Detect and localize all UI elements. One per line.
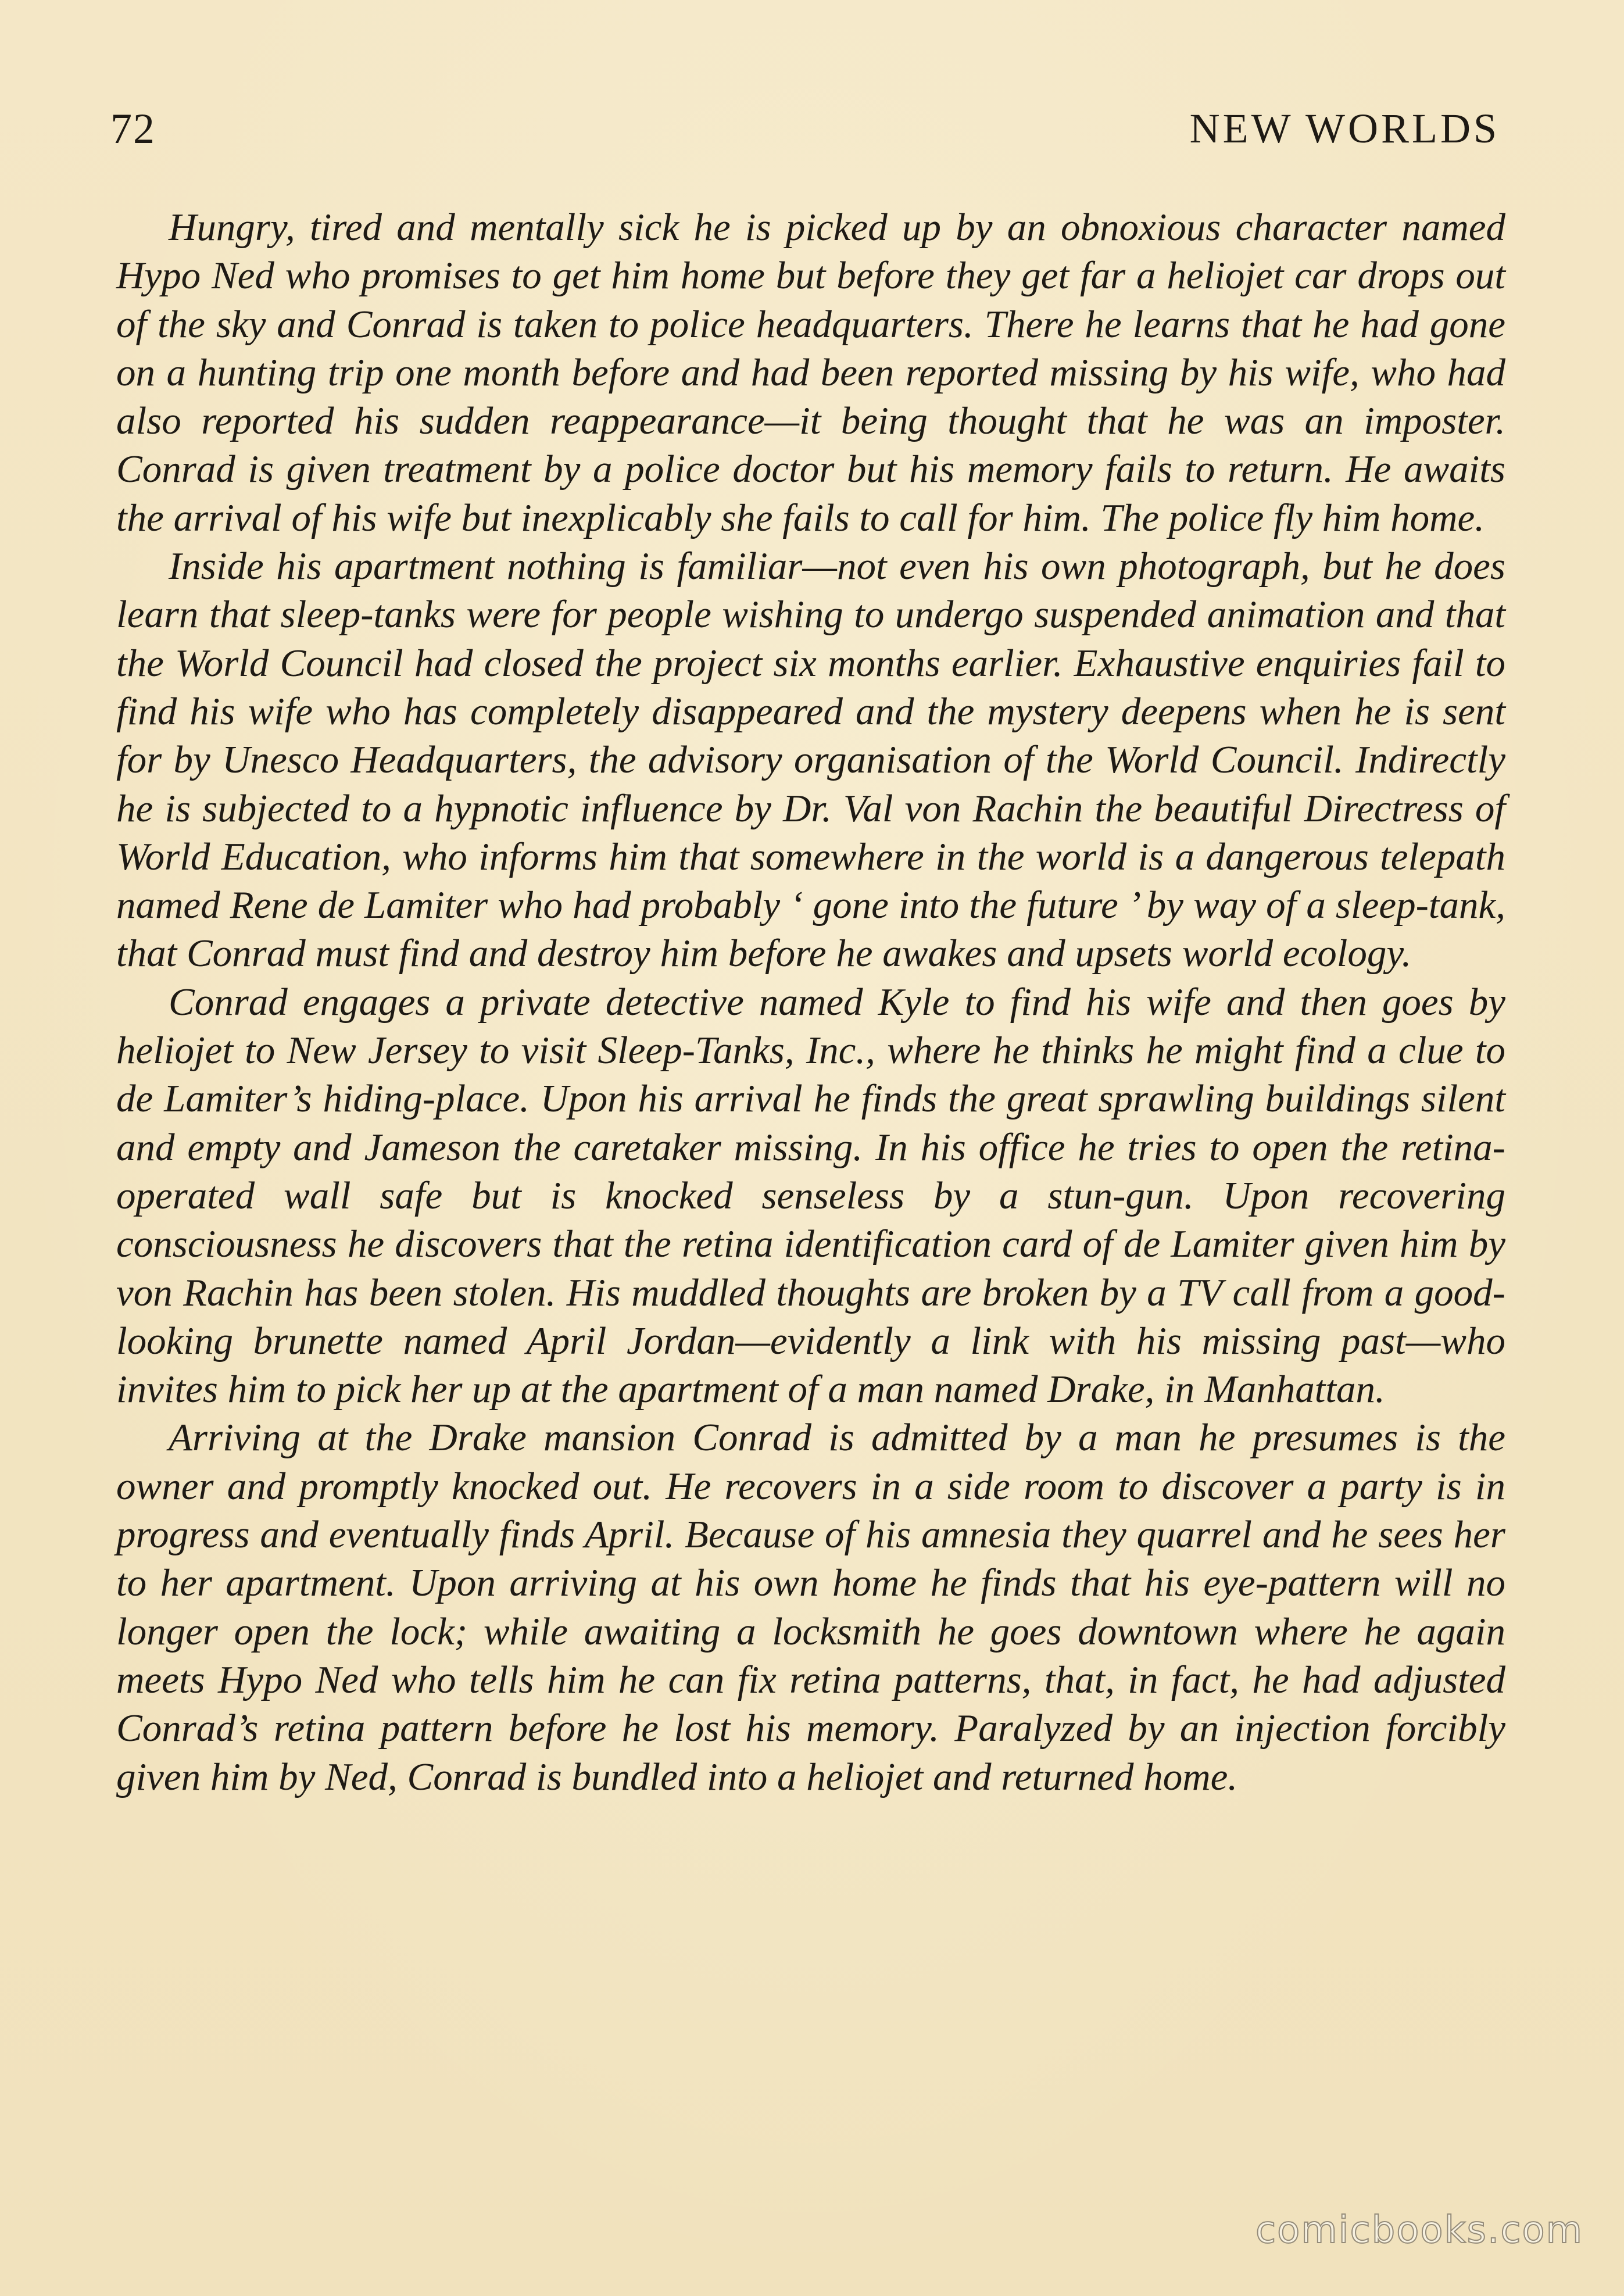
- body-text: [116, 203, 1505, 1801]
- page-number: 72: [110, 105, 156, 153]
- watermark: comicbooks.com: [1255, 2209, 1583, 2252]
- page-header: [110, 105, 1500, 157]
- paragraph-2: Inside his apartment nothing is familiar—not even his own photograph, but he does learn that sleep-tanks were for people wishing to undergo suspended animation and that the World Council had closed the project six months earlier. Exhaustive enquiries fail to find his wife who has completely disappeared and the mystery deepens when he is sent for by Unesco Headquarters, the advisory organisation of the World Council. Indirectly he is subjected to a hypnotic influence by Dr. Val von Rachin the beautiful Directress of World Education, who informs him that somewhere in the world is a dangerous telepath named Rene de Lamiter who had probably ‘ gone into the future ’ by way of a sleep-tank, that Conrad must find and destroy him before he awakes and upsets world ecology.: [116, 545, 1505, 975]
- paragraph-4: Arriving at the Drake mansion Conrad is admitted by a man he presumes is the owner and promptly knocked out. He recovers in a side room to discover a party is in progress and eventually finds April. Because of his amnesia they quarrel and he sees her to her apartment. Upon arriving at his own home he finds that his eye-pattern will no longer open the lock; while awaiting a locksmith he goes downtown where he again meets Hypo Ned who tells him he can fix retina patterns, that, in fact, he had adjusted Conrad’s retina pattern before he lost his memory. Paralyzed by an injection forcibly given him by Ned, Conrad is bundled into a heliojet and returned home.: [116, 1416, 1505, 1798]
- paragraph-1: Hungry, tired and mentally sick he is picked up by an obnoxious character named Hypo Ned who promises to get him home but before they get far a heliojet car drops out of the sky and Conrad is taken to police headquarters. There he learns that he had gone on a hunting trip one month before and had been reported missing by his wife, who had also reported his sudden reappearance—it being thought that he was an imposter. Conrad is given treatment by a police doctor but his memory fails to return. He awaits the arrival of his wife but inexplicably she fails to call for him. The police fly him home.: [116, 206, 1505, 539]
- running-head: NEW WORLDS: [1189, 105, 1500, 152]
- paragraph-3: Conrad engages a private detective named Kyle to find his wife and then goes by heliojet to New Jersey to visit Sleep-Tanks, Inc., where he thinks he might find a clue to de Lamiter’s hiding-place. Upon his arrival he finds the great sprawling buildings silent and empty and Jameson the caretaker missing. In his office he tries to open the retina-operated wall safe but is knocked senseless by a stun-gun. Upon recovering consciousness he discovers that the retina identification card of de Lamiter given him by von Rachin has been stolen. His muddled thoughts are broken by a TV call from a good-looking brunette named April Jordan—evidently a link with his missing past—who invites him to pick her up at the apartment of a man named Drake, in Manhattan.: [116, 980, 1505, 1411]
